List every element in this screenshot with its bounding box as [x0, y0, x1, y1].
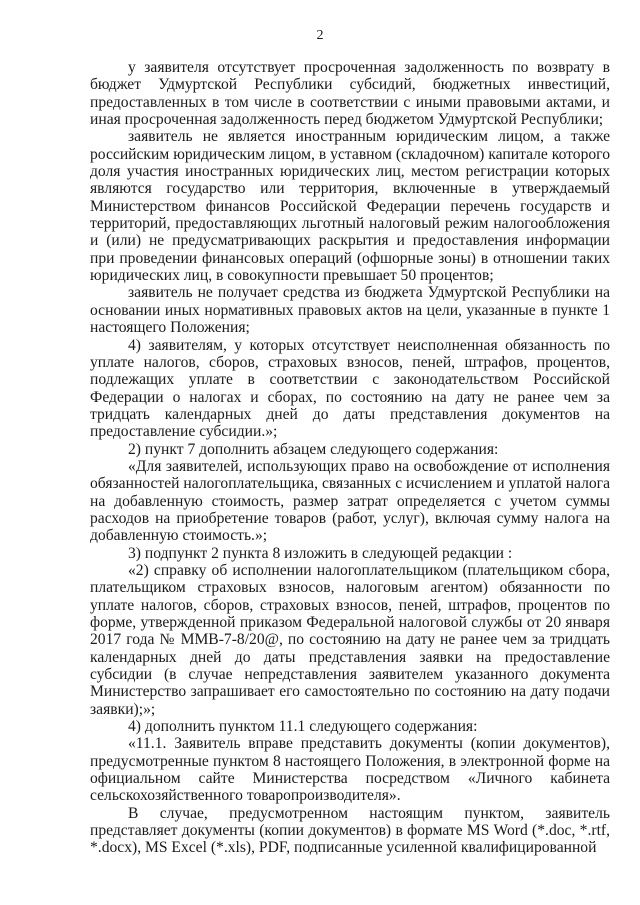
paragraph-vat-exemption: «Для заявителей, использующих право на освобождение от исполнения обязанностей налогоплательщика, связанных с исчислением и уплатой налога на добавленную стоимость, размер затрат определяется с учетом суммы расходов на приобретение товаров (работ, услуг), включая сумму налога на добавленную стоимость.»;: [90, 457, 610, 545]
document-body: [90, 59, 610, 857]
paragraph-item-4-tax-obligations: 4) заявителям, у которых отсутствует неисполненная обязанность по уплате налогов, сборов, страховых взносов, пеней, штрафов, процентов, подлежащих уплате в соответствии с законодательством Российской Федерации о налогах и сборах, по состоянию на дату не ранее чем за тридцать календарных дней до даты представления документов на предоставление субсидии.»;: [90, 336, 610, 441]
paragraph-electronic-formats: В случае, предусмотренном настоящим пунктом, заявитель представляет документы (копии документов) в формате MS Word (*.doc, *.rtf, *.docx), MS Excel (*.xls), PDF, подписанные усиленной квалифицированной: [90, 804, 610, 857]
paragraph-amend-clause-7: 2) пункт 7 дополнить абзацем следующего содержания:: [128, 440, 499, 458]
paragraph-tax-certificate: «2) справку об исполнении налогоплательщиком (плательщиком сбора, плательщиком страховых взносов, налоговым агентом) обязанности по уплате налогов, сборов, страховых взносов, пеней, штрафов, процентов по форме, утвержденной приказом Федеральной налоговой службы от 20 января 2017 года № ММВ-7-8/20@, по состоянию на дату не ранее чем за тридцать календарных дней до даты представления заявки на предоставление субсидии (в случае непредставления заявителем указанного документа Министерство запрашивает его самостоятельно по состоянию на дату подачи заявки);»;: [90, 561, 610, 718]
paragraph-no-other-funds: заявитель не получает средства из бюджета Удмуртской Республики на основании иных нормативных правовых актов на цели, указанные в пункте 1 настоящего Положения;: [90, 284, 610, 337]
page-number: 2: [316, 28, 324, 43]
paragraph-amend-clause-8: 3) подпункт 2 пункта 8 изложить в следующей редакции :: [128, 544, 513, 562]
paragraph-clause-11-1-text: «11.1. Заявитель вправе представить документы (копии документов), предусмотренные пунктом 8 настоящего Положения, в электронной форме на официальном сайте Министерства посредством «Личного кабинета сельскохозяйственного товаропроизводителя».: [90, 735, 610, 805]
paragraph-not-foreign-entity: заявитель не является иностранным юридическим лицом, а также российским юридическим лицом, в уставном (складочном) капитале которого доля участия иностранных юридических лиц, местом регистрации которых являются государство или территория, включенные в утверждаемый Министерством финансов Российской Федерации перечень государств и территорий, предоставляющих льготный налоговый режим налогообложения и (или) не предусматривающих раскрытия и предоставления информации при проведении финансовых операций (офшорные зоны) в отношении таких юридических лиц, в совокупности превышает 50 процентов;: [90, 128, 610, 285]
paragraph-add-clause-11-1: 4) дополнить пунктом 11.1 следующего содержания:: [128, 718, 478, 736]
paragraph-no-debt: у заявителя отсутствует просроченная задолженность по возврату в бюджет Удмуртской Республики субсидий, бюджетных инвестиций, предоставленных в том числе в соответствии с иными правовыми актами, и иная просроченная задолженность перед бюджетом Удмуртской Республики;: [90, 59, 610, 129]
